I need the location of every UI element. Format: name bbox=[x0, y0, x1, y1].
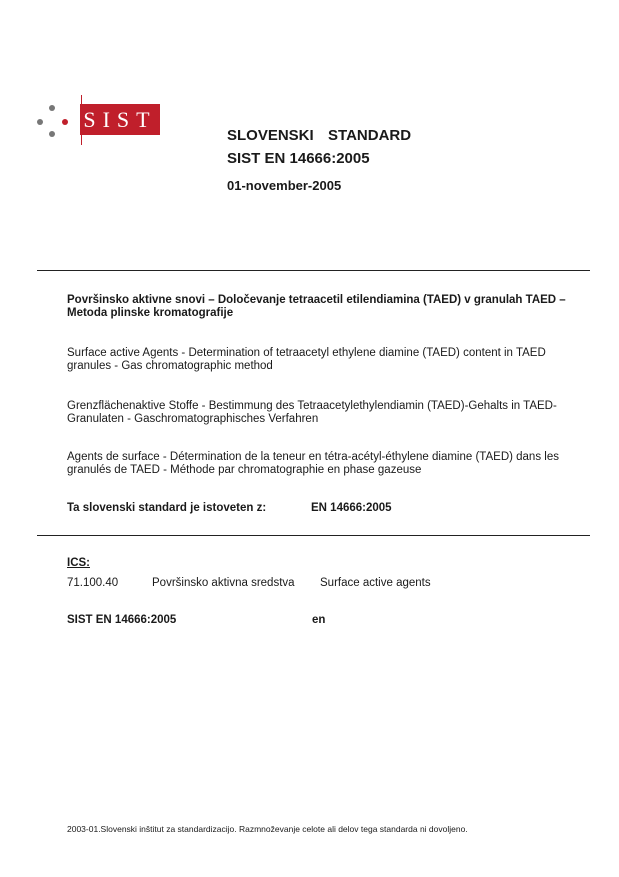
ics-code: 71.100.40 bbox=[67, 577, 119, 589]
ics-description-en: Surface active agents bbox=[320, 577, 431, 589]
title-french: Agents de surface - Détermination de la teneur en tétra-acétyl-éthylene diamine (TAED) dans les granulés de TAED - Méthode par chromatographie en phase gazeuse bbox=[67, 451, 559, 476]
identity-value: EN 14666:2005 bbox=[311, 502, 392, 514]
logo-dot-left bbox=[37, 119, 43, 125]
sist-logo-dots bbox=[33, 103, 73, 139]
identity-label: Ta slovenski standard je istoveten z: bbox=[67, 502, 267, 514]
logo-dot-top bbox=[49, 105, 55, 111]
title-english: Surface active Agents - Determination of tetraacetyl ethylene diamine (TAED) content in TAED granules - Gas chromatographic method bbox=[67, 347, 546, 372]
standard-number: SIST EN 14666:2005 bbox=[227, 150, 370, 167]
bottom-divider bbox=[37, 535, 590, 536]
standard-heading: SLOVENSKI STANDARD bbox=[227, 127, 412, 144]
standard-date: 01-november-2005 bbox=[227, 178, 342, 193]
logo-dot-right bbox=[62, 119, 68, 125]
top-divider bbox=[37, 270, 590, 271]
copyright-notice: 2003-01.Slovenski inštitut za standardizacijo. Razmnoževanje celote ali delov tega standarda ni dovoljeno. bbox=[67, 824, 468, 834]
ics-description-sl: Površinsko aktivna sredstva bbox=[152, 577, 295, 589]
footer-standard-code: SIST EN 14666:2005 bbox=[67, 614, 177, 626]
title-german: Grenzflächenaktive Stoffe - Bestimmung des Tetraacetylethylendiamin (TAED)-Gehalts in TAED-Granulaten - Gaschromatographisches Verfahren bbox=[67, 400, 557, 425]
ics-heading: ICS: bbox=[67, 557, 90, 569]
logo-dot-bottom bbox=[49, 131, 55, 137]
title-slovenian: Površinsko aktivne snovi – Določevanje tetraacetil etilendiamina (TAED) v granulah TAED – Metoda plinske kromatografije bbox=[67, 294, 566, 319]
footer-language: en bbox=[312, 614, 326, 626]
sist-logo: SIST bbox=[80, 104, 160, 135]
